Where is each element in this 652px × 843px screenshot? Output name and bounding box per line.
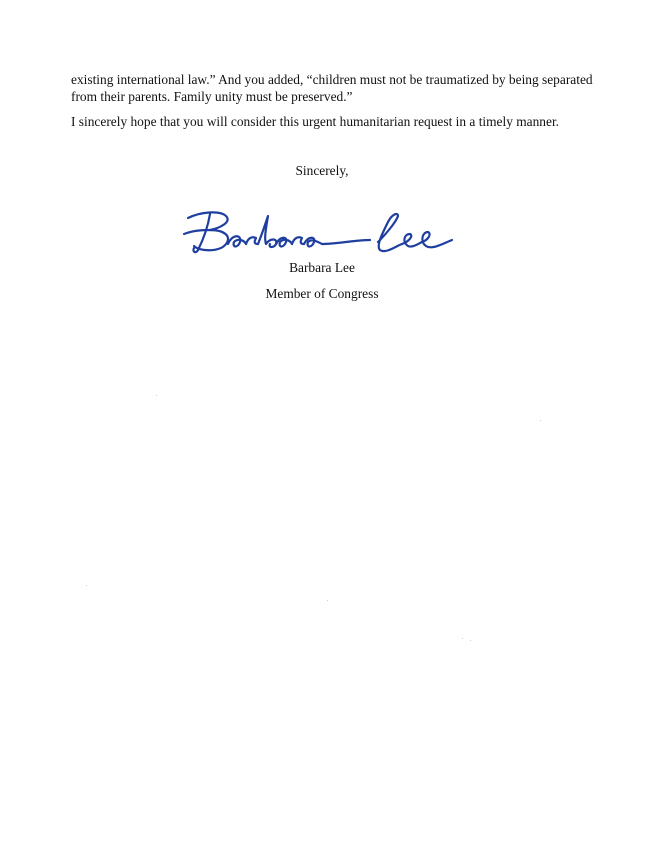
body-paragraph-2	[71, 114, 591, 131]
signer-title: Member of Congress	[265, 286, 379, 301]
signer-name: Barbara Lee	[289, 260, 355, 275]
closing-salutation: Sincerely,	[295, 163, 349, 178]
scan-speck	[540, 420, 541, 421]
scan-speck	[462, 638, 463, 639]
scan-speck	[327, 600, 328, 601]
handwritten-signature	[180, 204, 460, 256]
paragraph-1-line-2: from their parents. Family unity must be preserved.”	[71, 88, 353, 104]
scan-speck	[86, 585, 87, 586]
scan-speck	[470, 640, 471, 641]
scan-speck	[156, 395, 157, 396]
paragraph-2-line-1: I sincerely hope that you will consider this urgent humanitarian request in a timely manner.	[71, 114, 560, 129]
body-paragraph-1	[71, 72, 591, 105]
paragraph-1-line-1: existing international law.” And you added, “children must not be traumatized by being separated	[71, 72, 593, 87]
